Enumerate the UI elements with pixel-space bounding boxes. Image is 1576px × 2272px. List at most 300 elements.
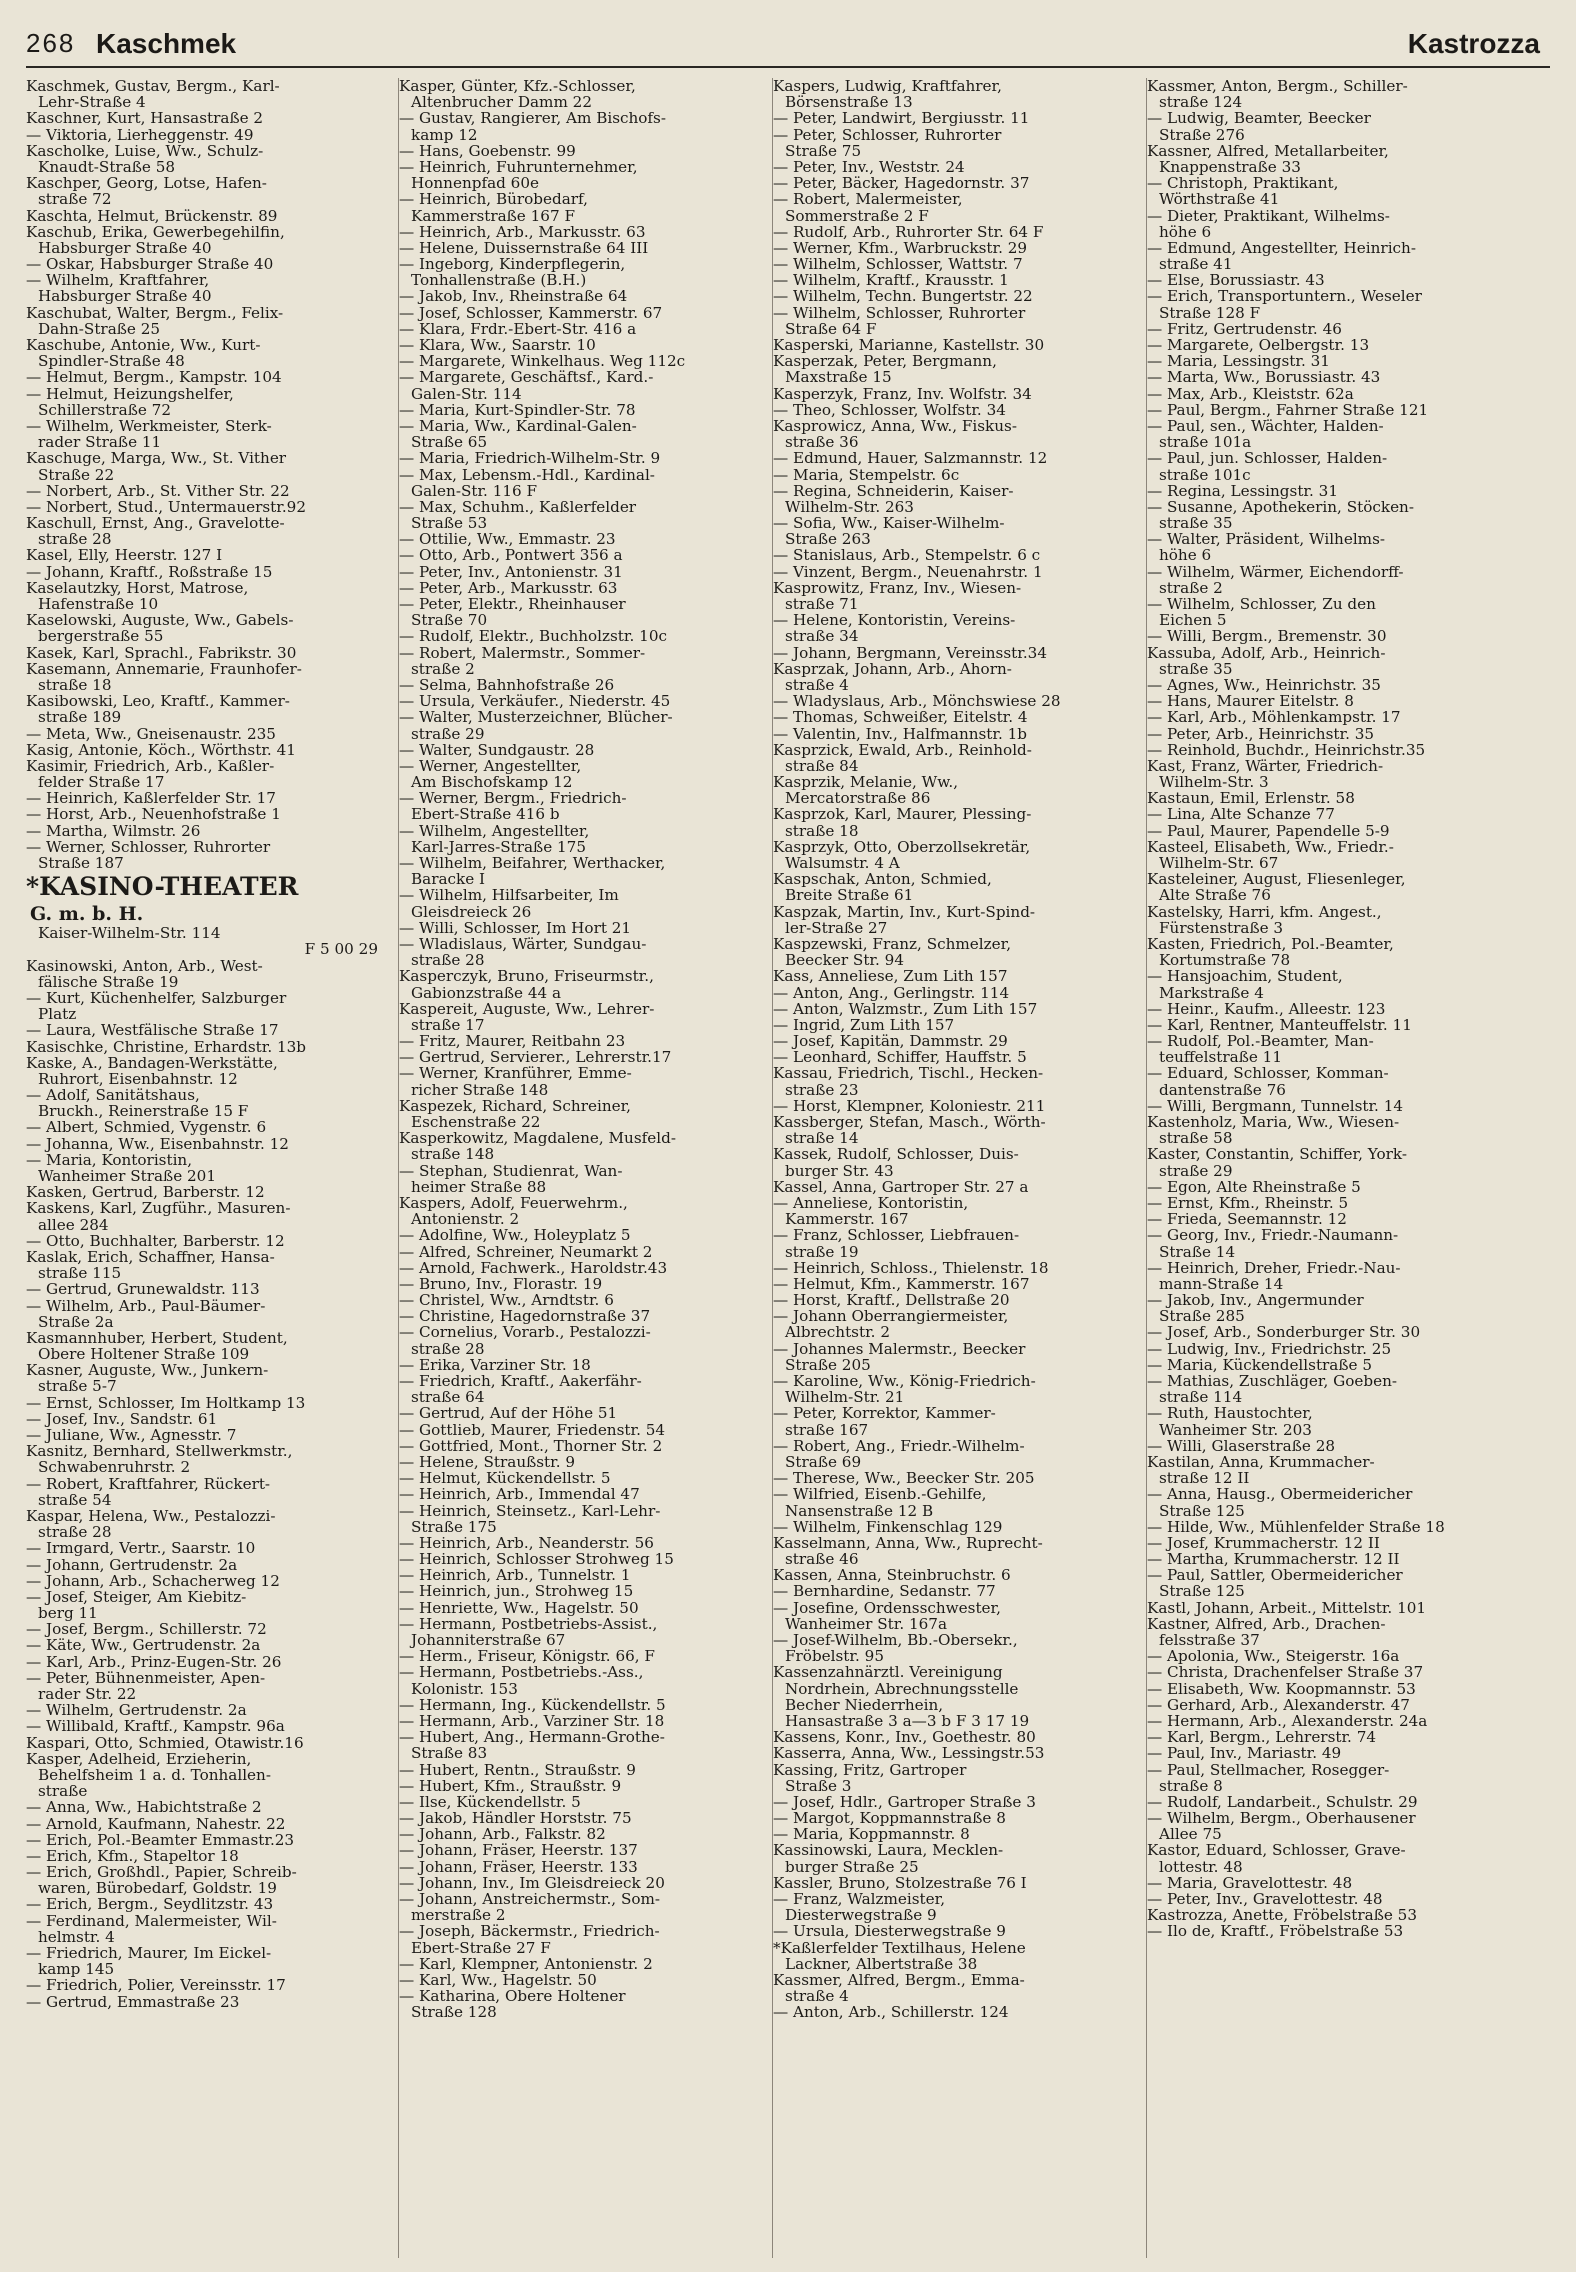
entry-continuation-line: Altenbrucher Damm 22 [411, 94, 593, 111]
directory-entry-line: Kasteleiner, August, Fliesenleger, [1147, 871, 1406, 888]
entry-continuation-line: dantenstraße 76 [1159, 1081, 1286, 1098]
entry-continuation-line: straße 17 [411, 1016, 485, 1034]
directory-entry-line: — Heinrich, Kaßlerfelder Str. 17 [26, 790, 276, 807]
directory-entry-line: Kaschubat, Walter, Bergm., Felix- [26, 304, 284, 321]
directory-entry-line: Kaselautzky, Horst, Matrose, [26, 579, 249, 596]
directory-entry-line: — Ilse, Kückendellstr. 5 [399, 1793, 581, 1811]
directory-entry-line: — Max, Schuhm., Kaßlerfelder [399, 498, 637, 516]
directory-entry-line: — Anton, Ang., Gerlingstr. 114 [773, 984, 1010, 1001]
directory-entry-line: — Hermann, Arb., Alexanderstr. 24a [1147, 1712, 1428, 1730]
entry-continuation-line: Wanheimer Str. 203 [1159, 1421, 1312, 1438]
directory-entry-line: Kasprowicz, Anna, Ww., Fiskus- [773, 417, 1017, 435]
entry-continuation-line: Nansenstraße 12 B [785, 1502, 934, 1519]
directory-entry-line: Kastl, Johann, Arbeit., Mittelstr. 101 [1147, 1599, 1427, 1616]
directory-entry-line: — Wilhelm, Arb., Paul-Bäumer- [26, 1297, 266, 1314]
directory-entry-line: — Christine, Hagedornstraße 37 [399, 1308, 651, 1325]
directory-entry-line: — Christel, Ww., Arndtstr. 6 [399, 1292, 614, 1309]
directory-entry-line: — Heinrich, Dreher, Friedr.-Nau- [1147, 1259, 1401, 1276]
directory-entry-line: — Johann, Bergmann, Vereinsstr.34 [773, 644, 1047, 661]
directory-entry-line: — Wilhelm, Schlosser, Zu den [1147, 596, 1376, 613]
directory-entry-line: Kaschub, Erika, Gewerbegehilfin, [26, 223, 285, 240]
entry-continuation-line: bergerstraße 55 [38, 628, 164, 645]
directory-entry-line: — Ernst, Kfm., Rheinstr. 5 [1147, 1194, 1349, 1212]
directory-entry-line: — Paul, Bergm., Fahrner Straße 121 [1147, 401, 1429, 418]
entry-continuation-line: Gleisdreieck 26 [411, 903, 532, 920]
directory-entry-line: — Robert, Kraftfahrer, Rückert- [26, 1475, 271, 1492]
directory-entry-line: — Werner, Kfm., Warbruckstr. 29 [773, 239, 1028, 257]
directory-entry-line: — Fritz, Maurer, Reitbahn 23 [399, 1033, 626, 1050]
directory-entry-line: — Erika, Varziner Str. 18 [399, 1356, 591, 1373]
directory-entry-line: — Ilo de, Kraftf., Fröbelstraße 53 [1147, 1923, 1404, 1940]
directory-entry-line: — Maria, Friedrich-Wilhelm-Str. 9 [399, 450, 661, 467]
entry-continuation-line: straße 72 [38, 191, 112, 208]
directory-entry-line: — Kurt, Küchenhelfer, Salzburger [26, 989, 287, 1007]
directory-entry-line: — Erich, Großhdl., Papier, Schreib- [26, 1864, 297, 1881]
entry-continuation-line: Wanheimer Str. 167a [785, 1615, 948, 1632]
entry-continuation-line: straße 84 [785, 757, 859, 775]
entry-continuation-line: Knaudt-Straße 58 [38, 158, 176, 176]
column-2 [398, 78, 759, 2258]
directory-entry-line: — Heinrich, Arb., Tunnelstr. 1 [399, 1567, 631, 1584]
directory-entry-line: — Walter, Sundgaustr. 28 [399, 741, 595, 758]
entry-continuation-line: Kolonistr. 153 [411, 1680, 518, 1697]
entry-continuation-line: straße 18 [38, 676, 112, 694]
directory-entry-line: — Bruno, Inv., Florastr. 19 [399, 1275, 603, 1293]
entry-continuation-line: Markstraße 4 [1159, 984, 1264, 1001]
directory-entry-line: — Peter, Arb., Markusstr. 63 [399, 579, 618, 596]
entry-continuation-line: Hansastraße 3 a—3 b F 3 17 19 [785, 1712, 1030, 1730]
directory-entry-line: Kastrozza, Anette, Fröbelstraße 53 [1147, 1907, 1418, 1924]
entry-continuation-line: Schwabenruhrstr. 2 [38, 1459, 191, 1476]
entry-continuation-line: Straße 64 F [785, 320, 877, 337]
directory-entry-line: — Erich, Kfm., Stapeltor 18 [26, 1847, 239, 1865]
directory-entry-line: Kassmer, Anton, Bergm., Schiller- [1147, 78, 1408, 95]
directory-entry-line: — Franz, Schlosser, Liebfrauen- [773, 1227, 1020, 1244]
directory-entry-line: — Walter, Musterzeichner, Blücher- [399, 709, 673, 726]
directory-entry-line: — Peter, Inv., Weststr. 24 [773, 158, 965, 176]
directory-entry-line: — Johann, Fräser, Heerstr. 133 [399, 1858, 638, 1875]
directory-entry-line: — Hubert, Kfm., Straußstr. 9 [399, 1777, 622, 1794]
entry-continuation-line: Walsumstr. 4 A [785, 855, 900, 872]
entry-continuation-line: straße 115 [38, 1265, 122, 1282]
entry-continuation-line: Straße 125 [1159, 1583, 1245, 1600]
directory-entry-line: — Ingeborg, Kinderpflegerin, [399, 256, 626, 273]
directory-entry-line: Kassberger, Stefan, Masch., Wörth- [773, 1114, 1046, 1131]
directory-entry-line: — Dieter, Praktikant, Wilhelms- [1147, 207, 1390, 224]
directory-entry-line: Kaschner, Kurt, Hansastraße 2 [26, 110, 264, 127]
directory-entry-line: — Willi, Schlosser, Im Hort 21 [399, 919, 632, 936]
directory-entry-line: Kaschuge, Marga, Ww., St. Vither [26, 450, 287, 467]
column-3 [772, 78, 1133, 2258]
directory-entry-line: Kastelsky, Harri, kfm. Angest., [1147, 903, 1382, 920]
entry-continuation-line: straße 64 [411, 1389, 485, 1406]
directory-entry-line: — Wilfried, Eisenb.-Gehilfe, [773, 1486, 987, 1503]
directory-entry-line: — Werner, Bergm., Friedrich- [399, 790, 627, 807]
directory-entry-line: — Robert, Malermeister, [773, 191, 963, 208]
entry-continuation-line: burger Straße 25 [785, 1858, 919, 1875]
directory-entry-line: — Peter, Korrektor, Kammer- [773, 1405, 996, 1422]
directory-entry-line: — Martha, Wilmstr. 26 [26, 822, 201, 839]
directory-entry-line: — Wilhelm, Kraftf., Krausstr. 1 [773, 272, 1009, 289]
entry-continuation-line: kamp 145 [38, 1961, 115, 1978]
directory-entry-line: — Josef-Wilhelm, Bb.-Obersekr., [773, 1632, 1018, 1649]
directory-entry-line: — Erich, Pol.-Beamter Emmastr.23 [26, 1831, 295, 1848]
entry-continuation-line: Eschenstraße 22 [411, 1114, 541, 1131]
directory-entry-line: — Johann, Gertrudenstr. 2a [26, 1556, 238, 1573]
directory-entry-line: — Wilhelm, Bergm., Oberhausener [1147, 1810, 1416, 1827]
directory-entry-line: Kasmannhuber, Herbert, Student, [26, 1329, 288, 1347]
entry-continuation-line: Wilhelm-Str. 21 [785, 1389, 905, 1406]
directory-entry-line: Kaspzak, Martin, Inv., Kurt-Spind- [773, 903, 1036, 920]
directory-entry-line: — Ernst, Schlosser, Im Holtkamp 13 [26, 1394, 306, 1411]
entry-continuation-line: straße 35 [1159, 660, 1233, 677]
directory-entry-line: — Johann, Inv., Im Gleisdreieck 20 [399, 1874, 665, 1891]
directory-entry-line: — Gertrud, Emmastraße 23 [26, 1993, 240, 2010]
directory-entry-line: — Heinrich, Fuhrunternehmer, [399, 158, 638, 176]
directory-entry-line: — Helene, Straußstr. 9 [399, 1453, 576, 1471]
directory-entry-line: — Johann, Anstreichermstr., Som- [399, 1891, 661, 1908]
directory-entry-line: — Anton, Arb., Schillerstr. 124 [773, 2004, 1009, 2021]
entry-continuation-line: Fürstenstraße 3 [1159, 919, 1284, 936]
entry-continuation-line: straße 2 [1159, 579, 1223, 596]
directory-entry-line: — Heinrich, Arb., Neanderstr. 56 [399, 1534, 654, 1552]
entry-continuation-line: straße 114 [1159, 1389, 1243, 1406]
entry-continuation-line: Kortumstraße 78 [1159, 952, 1291, 969]
entry-continuation-line: straße 2 [411, 660, 475, 677]
entry-continuation-line: Diesterwegstraße 9 [785, 1907, 937, 1924]
entry-continuation-line: straße 14 [785, 1130, 859, 1147]
entry-continuation-line: Albrechtstr. 2 [785, 1324, 890, 1341]
entry-continuation-line: Börsenstraße 13 [785, 94, 913, 111]
entry-continuation-line: allee 284 [38, 1216, 109, 1233]
entry-continuation-line: Tonhallenstraße (B.H.) [411, 272, 587, 289]
directory-entry-line: Kaske, A., Bandagen-Werkstätte, [26, 1054, 278, 1071]
directory-entry-line: Kaspezek, Richard, Schreiner, [399, 1097, 632, 1114]
directory-entry-line: — Johanna, Ww., Eisenbahnstr. 12 [26, 1135, 289, 1152]
directory-entry-line: — Friedrich, Polier, Vereinsstr. 17 [26, 1977, 286, 1994]
directory-entry-line: — Adolf, Sanitätshaus, [26, 1087, 200, 1104]
directory-entry-line: — Wilhelm, Gertrudenstr. 2a [26, 1702, 247, 1719]
right-running-head: Kastrozza [1407, 28, 1540, 59]
directory-entry-line: — Walter, Präsident, Wilhelms- [1147, 531, 1385, 548]
entry-continuation-line: Straße 69 [785, 1453, 862, 1471]
directory-entry-line: — Maria, Gravelottestr. 48 [1147, 1874, 1353, 1891]
directory-entry-line: — Peter, Landwirt, Bergiusstr. 11 [773, 110, 1030, 127]
entry-continuation-line: Lackner, Albertstraße 38 [785, 1955, 978, 1972]
directory-entry-line: — Johann Oberrangiermeister, [773, 1308, 1009, 1325]
directory-entry-line: — Robert, Malermstr., Sommer- [399, 644, 646, 661]
directory-entry-line: — Wilhelm, Schlosser, Ruhrorter [773, 304, 1026, 321]
directory-entry-line: — Ursula, Diesterwegstraße 9 [773, 1923, 1006, 1940]
directory-entry-line: — Vinzent, Bergm., Neuenahrstr. 1 [773, 563, 1043, 580]
directory-entry-line: — Margarete, Geschäftsf., Kard.- [399, 369, 654, 386]
entry-continuation-line: Am Bischofskamp 12 [411, 774, 573, 791]
directory-entry-line: — Hansjoachim, Student, [1147, 968, 1343, 985]
directory-entry-line: — Erich, Bergm., Seydlitzstr. 43 [26, 1896, 274, 1913]
entry-continuation-line: Platz [38, 1006, 77, 1023]
column-4 [1146, 78, 1507, 2258]
directory-entry-line: — Paul, Maurer, Papendelle 5-9 [1147, 822, 1390, 839]
directory-entry-line: — Otto, Buchhalter, Barberstr. 12 [26, 1232, 285, 1249]
entry-continuation-line: berg 11 [38, 1605, 98, 1622]
directory-entry-line: Kasper, Günter, Kfz.-Schlosser, [399, 78, 636, 95]
entry-continuation-line: rader Str. 22 [38, 1686, 137, 1703]
directory-entry-line: — Wilhelm, Techn. Bungertstr. 22 [773, 288, 1033, 305]
entry-continuation-line: straße 4 [785, 1988, 849, 2005]
directory-entry-line: Kasemann, Annemarie, Fraunhofer- [26, 660, 302, 677]
directory-entry-line: — Hermann, Postbetriebs.-Ass., [399, 1664, 644, 1681]
entry-continuation-line: Galen-Str. 114 [411, 385, 522, 402]
directory-entry-line: — Wladyslaus, Arb., Mönchswiese 28 [773, 693, 1061, 710]
directory-entry-line: — Wilhelm, Schlosser, Wattstr. 7 [773, 256, 1023, 273]
directory-entry-line: Kassau, Friedrich, Tischl., Hecken- [773, 1065, 1044, 1082]
directory-entry-line: — Valentin, Inv., Halfmannstr. 1b [773, 725, 1028, 742]
page-header [26, 26, 1550, 68]
entry-continuation-line: burger Str. 43 [785, 1162, 894, 1179]
entry-continuation-line: straße 18 [785, 822, 859, 839]
directory-entry-line: — Agnes, Ww., Heinrichstr. 35 [1147, 676, 1381, 694]
directory-entry-line: Kasischke, Christine, Erhardstr. 13b [26, 1038, 307, 1055]
directory-entry-line: Kastor, Eduard, Schlosser, Grave- [1147, 1842, 1406, 1859]
entry-continuation-line: Behelfsheim 1 a. d. Tonhallen- [38, 1766, 271, 1784]
directory-entry-line: — Max, Arb., Kleiststr. 62a [1147, 385, 1354, 402]
directory-entry-line: — Jakob, Inv., Angermunder [1147, 1292, 1364, 1309]
directory-entry-line: Kassing, Fritz, Gartroper [773, 1761, 967, 1778]
directory-entry-line: Kassner, Alfred, Metallarbeiter, [1147, 142, 1389, 159]
entry-continuation-line: Wilhelm-Str. 67 [1159, 855, 1279, 872]
directory-entry-line: Kassmer, Alfred, Bergm., Emma- [773, 1971, 1025, 1989]
entry-continuation-line: Habsburger Straße 40 [38, 288, 212, 305]
directory-entry-line: — Regina, Lessingstr. 31 [1147, 482, 1338, 499]
entry-continuation-line: Dahn-Straße 25 [38, 320, 161, 337]
page-number: 268 [26, 28, 76, 58]
directory-entry-line: — Leonhard, Schiffer, Hauffstr. 5 [773, 1049, 1027, 1066]
directory-entry-line: — Regina, Schneiderin, Kaiser- [773, 482, 1014, 499]
directory-entry-line: — Rudolf, Landarbeit., Schulstr. 29 [1147, 1793, 1418, 1811]
entry-continuation-line: straße 46 [785, 1551, 859, 1568]
directory-entry-line: — Heinrich, Arb., Markusstr. 63 [399, 223, 646, 240]
directory-entry-line: Kasner, Auguste, Ww., Junkern- [26, 1362, 269, 1379]
directory-entry-line: Kasperzak, Peter, Bergmann, [773, 353, 997, 370]
directory-entry-line: Kassenzahnärztl. Vereinigung [773, 1664, 1003, 1681]
entry-continuation-line: Straße 2a [38, 1313, 114, 1330]
directory-entry-line: — Hilde, Ww., Mühlenfelder Straße 18 [1147, 1518, 1445, 1535]
directory-entry-line: — Georg, Inv., Friedr.-Naumann- [1147, 1227, 1399, 1244]
directory-entry-line: — Wilhelm, Beifahrer, Werthacker, [399, 855, 666, 872]
entry-continuation-line: mann-Straße 14 [1159, 1275, 1284, 1293]
entry-continuation-line: Breite Straße 61 [785, 887, 914, 904]
directory-entry-line: — Maria, Kückendellstraße 5 [1147, 1356, 1372, 1373]
directory-entry-line: — Maria, Ww., Kardinal-Galen- [399, 417, 637, 435]
entry-continuation-line: straße 12 II [1159, 1470, 1250, 1487]
directory-entry-line: Kasimir, Friedrich, Arb., Kaßler- [26, 757, 275, 775]
entry-continuation-line: Karl-Jarres-Straße 175 [411, 838, 586, 855]
directory-entry-line: — Margot, Koppmannstraße 8 [773, 1810, 1006, 1827]
entry-continuation-line: straße 34 [785, 628, 859, 645]
entry-continuation-line: Sommerstraße 2 F [785, 207, 929, 224]
directory-entry-line: — Theo, Schlosser, Wolfstr. 34 [773, 401, 1006, 418]
directory-entry-line: — Willi, Bergm., Bremenstr. 30 [1147, 628, 1387, 645]
entry-continuation-line: Straße 70 [411, 612, 488, 629]
directory-entry-line: — Albert, Schmied, Vygenstr. 6 [26, 1119, 267, 1136]
entry-continuation-line: Fröbelstr. 95 [785, 1648, 884, 1665]
directory-entry-line: Kastaun, Emil, Erlenstr. 58 [1147, 790, 1355, 807]
entry-continuation-line: Straße 3 [785, 1777, 852, 1794]
directory-entry-line: — Adolfine, Ww., Holeyplatz 5 [399, 1227, 631, 1244]
entry-continuation-line: straße 54 [38, 1491, 112, 1508]
entry-continuation-line: rader Straße 11 [38, 434, 162, 451]
directory-entry-line: — Peter, Inv., Antonienstr. 31 [399, 563, 623, 580]
directory-entry-line: Kaspzewski, Franz, Schmelzer, [773, 935, 1012, 953]
directory-entry-line: — Christoph, Praktikant, [1147, 175, 1339, 192]
entry-continuation-line: Straße 205 [785, 1356, 871, 1373]
directory-entry-line: Kasig, Antonie, Köch., Wörthstr. 41 [26, 741, 296, 758]
left-running-head: Kaschmek [96, 28, 237, 59]
directory-entry-line: Kaschull, Ernst, Ang., Gravelotte- [26, 515, 285, 532]
directory-entry-line: — Rudolf, Arb., Ruhrorter Str. 64 F [773, 223, 1044, 240]
directory-entry-line: Kasel, Elly, Heerstr. 127 I [26, 547, 223, 564]
entry-continuation-line: Straße 128 [411, 2004, 497, 2021]
directory-entry-line: — Jakob, Inv., Rheinstraße 64 [399, 288, 628, 305]
directory-entry-line: — Mathias, Zuschläger, Goeben- [1147, 1373, 1398, 1390]
directory-entry-line: — Irmgard, Vertr., Saarstr. 10 [26, 1540, 256, 1557]
directory-entry-line: — Heinrich, Schloss., Thielenstr. 18 [773, 1259, 1049, 1276]
directory-entry-line: Kaspari, Otto, Schmied, Otawistr.16 [26, 1734, 304, 1751]
entry-continuation-line: höhe 6 [1159, 223, 1212, 240]
entry-continuation-line: straße 101c [1159, 466, 1251, 483]
directory-entry-line: Kasek, Karl, Sprachl., Fabrikstr. 30 [26, 644, 297, 661]
directory-entry-line: — Peter, Schlosser, Ruhrorter [773, 126, 1002, 143]
entry-continuation-line: straße 189 [38, 709, 122, 726]
directory-entry-line: — Karl, Arb., Möhlenkampstr. 17 [1147, 709, 1401, 726]
directory-entry-line: — Helmut, Kfm., Kammerstr. 167 [773, 1275, 1030, 1293]
entry-continuation-line: straße 4 [785, 676, 849, 694]
column-1 [26, 78, 386, 2258]
directory-entry-line: Kassen, Anna, Steinbruchstr. 6 [773, 1567, 1011, 1584]
directory-entry-line: Kaspschak, Anton, Schmied, [773, 871, 992, 888]
directory-entry-line: — Wilhelm, Wärmer, Eichendorff- [1147, 563, 1404, 580]
directory-entry-line: Kasnitz, Bernhard, Stellwerkmstr., [26, 1443, 293, 1460]
directory-entry-line: — Helene, Duissernstraße 64 III [399, 239, 649, 257]
entry-continuation-line: Straße 53 [411, 515, 488, 532]
directory-entry-line: — Egon, Alte Rheinstraße 5 [1147, 1178, 1361, 1195]
directory-entry-line: — Anna, Ww., Habichtstraße 2 [26, 1799, 262, 1816]
entry-continuation-line: Galen-Str. 116 F [411, 482, 538, 499]
directory-entry-line: — Horst, Arb., Neuenhofstraße 1 [26, 806, 281, 823]
directory-entry-line: *Kaßlerfelder Textilhaus, Helene [773, 1939, 1026, 1956]
directory-entry-line: — Gertrud, Auf der Höhe 51 [399, 1405, 618, 1422]
entry-continuation-line: Straße 263 [785, 531, 871, 548]
entry-continuation-line: straße 167 [785, 1421, 869, 1438]
directory-entry-line: — Johann, Arb., Schacherweg 12 [26, 1572, 280, 1589]
directory-entry-line: — Frieda, Seemannstr. 12 [1147, 1211, 1347, 1228]
entry-continuation-line: straße 71 [785, 596, 859, 613]
directory-entry-line: Kasprzyk, Otto, Oberzollsekretär, [773, 838, 1031, 855]
directory-entry-line: — Karl, Arb., Prinz-Eugen-Str. 26 [26, 1653, 282, 1670]
entry-continuation-line: straße 23 [785, 1081, 859, 1098]
entry-continuation-line: Knappenstraße 33 [1159, 158, 1301, 176]
directory-entry-line: — Horst, Kraftf., Dellstraße 20 [773, 1292, 1010, 1309]
directory-entry-line: — Wilhelm, Hilfsarbeiter, Im [399, 887, 619, 904]
entry-continuation-line: lottestr. 48 [1159, 1858, 1243, 1875]
directory-entry-line: — Ottilie, Ww., Emmastr. 23 [399, 531, 616, 548]
directory-entry-line: — Katharina, Obere Holtener [399, 1988, 626, 2005]
directory-entry-line: — Josef, Schlosser, Kammerstr. 67 [399, 304, 663, 321]
directory-entry-line: *KASINO-THEATER [26, 872, 299, 902]
directory-entry-line: — Thomas, Schweißer, Eitelstr. 4 [773, 709, 1028, 726]
directory-entry-line: — Norbert, Arb., St. Vither Str. 22 [26, 482, 290, 499]
directory-entry-line: — Klara, Frdr.-Ebert-Str. 416 a [399, 320, 637, 337]
entry-continuation-line: Lehr-Straße 4 [38, 94, 146, 111]
directory-entry-line: — Horst, Klempner, Koloniestr. 211 [773, 1097, 1046, 1114]
directory-entry-line: Kascholke, Luise, Ww., Schulz- [26, 142, 264, 159]
directory-entry-line: — Josef, Hdlr., Gartroper Straße 3 [773, 1793, 1036, 1811]
directory-entry-line: — Karl, Bergm., Lehrerstr. 74 [1147, 1729, 1377, 1746]
directory-entry-line: Kasprzik, Melanie, Ww., [773, 774, 959, 791]
directory-entry-line: — Gustav, Rangierer, Am Bischofs- [399, 110, 666, 127]
directory-entry-line: — Wladislaus, Wärter, Sundgau- [399, 935, 647, 953]
directory-entry-line: Kassek, Rudolf, Schlosser, Duis- [773, 1146, 1019, 1163]
directory-entry-line: Kast, Franz, Wärter, Friedrich- [1147, 757, 1384, 775]
directory-entry-line: — Arnold, Fachwerk., Haroldstr.43 [399, 1259, 668, 1276]
directory-entry-line: — Norbert, Stud., Untermauerstr.92 [26, 498, 306, 516]
directory-entry-line: — Willibald, Kraftf., Kampstr. 96a [26, 1718, 285, 1735]
directory-entry-line: G. m. b. H. [30, 903, 144, 926]
entry-continuation-line: richer Straße 148 [411, 1081, 549, 1098]
directory-entry-line: — Klara, Ww., Saarstr. 10 [399, 337, 596, 354]
directory-entry-line: — Stanislaus, Arb., Stempelstr. 6 c [773, 547, 1041, 564]
directory-entry-line: Kasperzyk, Franz, Inv. Wolfstr. 34 [773, 385, 1032, 402]
directory-entry-line: — Johann, Kraftf., Roßstraße 15 [26, 563, 273, 580]
directory-entry-line: Kastenholz, Maria, Ww., Wiesen- [1147, 1114, 1400, 1131]
entry-continuation-line: Ebert-Straße 416 b [411, 806, 560, 823]
directory-entry-line: — Therese, Ww., Beecker Str. 205 [773, 1470, 1035, 1487]
directory-entry-line: — Margarete, Oelbergstr. 13 [1147, 337, 1370, 354]
directory-entry-line: — Werner, Angestellter, [399, 757, 582, 775]
entry-continuation-line: Straße 128 F [1159, 304, 1261, 321]
directory-entry-line: — Heinrich, jun., Strohweg 15 [399, 1583, 634, 1600]
directory-entry-line: — Karl, Rentner, Manteuffelstr. 11 [1147, 1016, 1412, 1034]
entry-continuation-line: heimer Straße 88 [411, 1178, 547, 1195]
entry-continuation-line: straße 28 [38, 1524, 112, 1541]
directory-entry-line: — Maria, Koppmannstr. 8 [773, 1826, 970, 1843]
entry-continuation-line: Straße 65 [411, 434, 488, 451]
directory-entry-line: — Peter, Bäcker, Hagedornstr. 37 [773, 175, 1030, 192]
directory-entry-line: Kasteel, Elisabeth, Ww., Friedr.- [1147, 838, 1394, 855]
entry-continuation-line: Schillerstraße 72 [38, 401, 172, 418]
entry-continuation-line: Wörthstraße 41 [1159, 191, 1280, 208]
entry-continuation-line: felder Straße 17 [38, 774, 165, 791]
entry-continuation-line: straße 101a [1159, 434, 1252, 451]
entry-continuation-line: straße 28 [411, 1340, 485, 1357]
directory-entry-line: — Jakob, Händler Horststr. 75 [399, 1810, 632, 1827]
directory-entry-line: — Josef, Steiger, Am Kiebitz- [26, 1588, 247, 1606]
entry-continuation-line: Straße 22 [38, 466, 115, 483]
directory-entry-line: — Meta, Ww., Gneisenaustr. 235 [26, 725, 276, 742]
directory-entry-line: — Hubert, Rentn., Straußstr. 9 [399, 1761, 636, 1778]
directory-entry-line: — Helmut, Bergm., Kampstr. 104 [26, 369, 282, 386]
directory-entry-line: — Robert, Ang., Friedr.-Wilhelm- [773, 1437, 1025, 1454]
directory-entry-line: — Friedrich, Maurer, Im Eickel- [26, 1945, 272, 1962]
directory-entry-line: Kaselowski, Auguste, Ww., Gabels- [26, 612, 294, 629]
directory-entry-line: — Hubert, Ang., Hermann-Grothe- [399, 1729, 665, 1746]
directory-entry-line: Kasinowski, Anton, Arb., West- [26, 957, 263, 974]
directory-entry-line: — Laura, Westfälische Straße 17 [26, 1022, 279, 1039]
directory-entry-line: — Wilhelm, Werkmeister, Sterk- [26, 417, 272, 435]
entry-continuation-line: straße 19 [785, 1243, 859, 1260]
directory-entry-line: — Sofia, Ww., Kaiser-Wilhelm- [773, 515, 1005, 532]
directory-entry-line: — Hermann, Ing., Kückendellstr. 5 [399, 1696, 666, 1713]
